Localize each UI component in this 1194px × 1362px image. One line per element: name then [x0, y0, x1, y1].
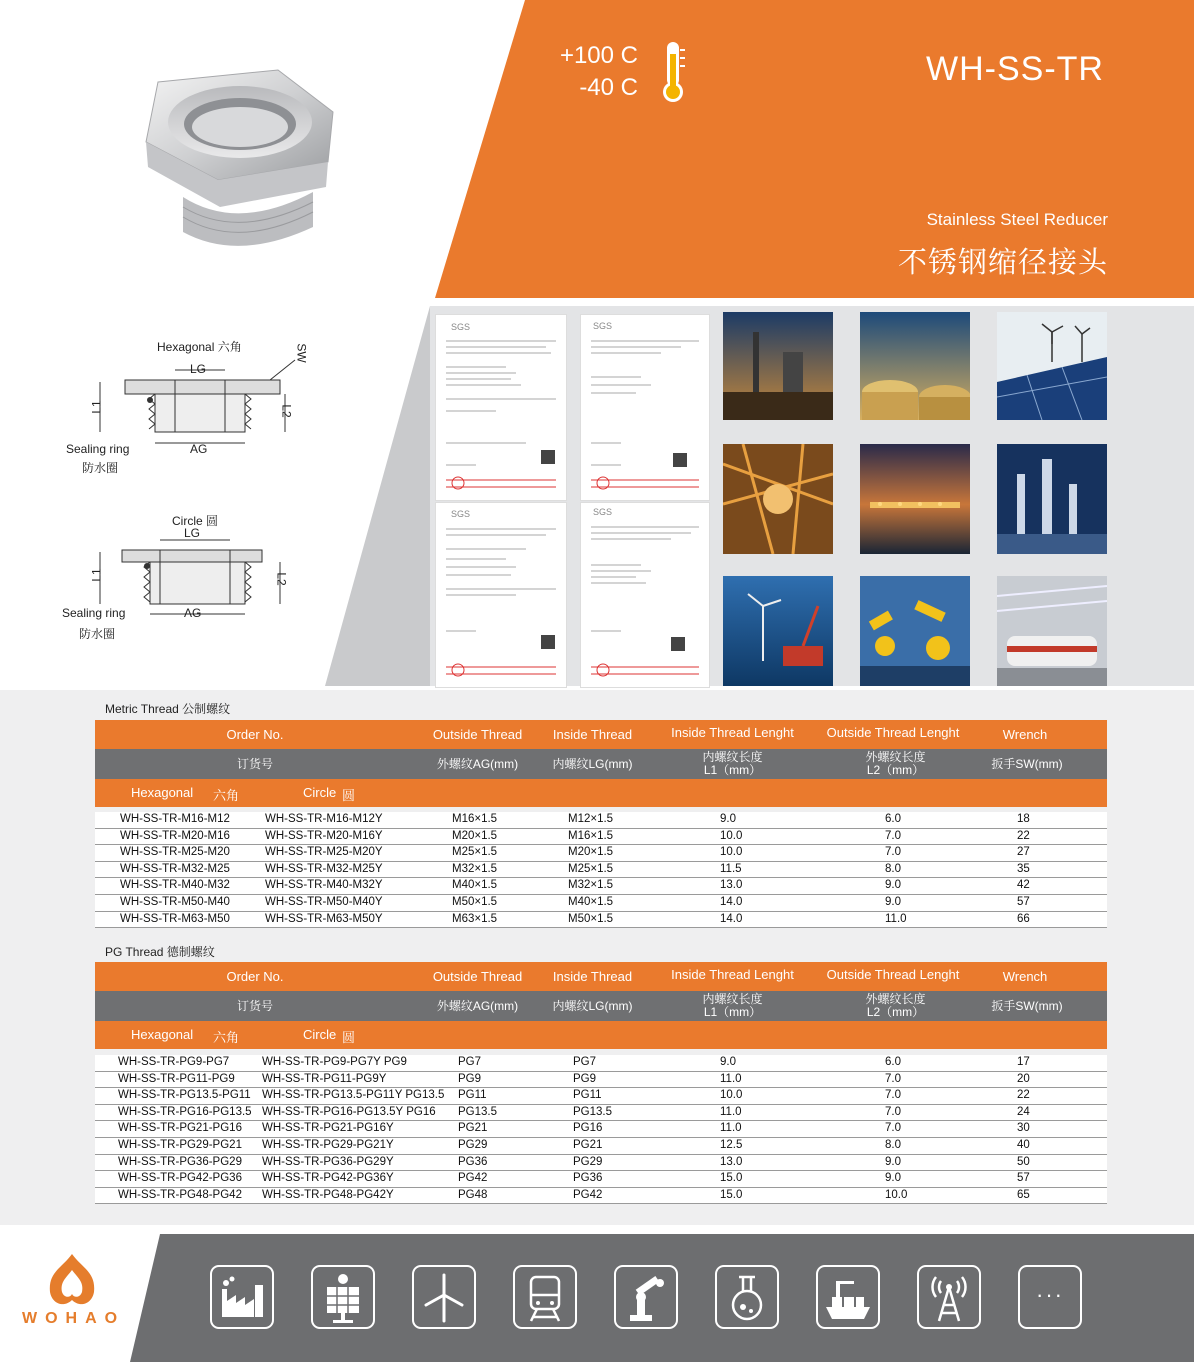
table-cell: PG42: [458, 1172, 488, 1185]
col-wrench-cn: 扳手SW(mm): [991, 999, 1063, 1013]
table-cell: WH-SS-TR-PG48-PG42Y: [262, 1188, 394, 1201]
table-cell: 10.0: [720, 1089, 743, 1102]
table-row: [95, 895, 1107, 912]
table-cell: M16×1.5: [452, 813, 498, 825]
col-inside: Inside Thread: [552, 969, 633, 984]
hexagonal-label: Hexagonal: [131, 785, 194, 800]
table-cell: 15.0: [720, 1172, 743, 1185]
table-cell: WH-SS-TR-M25-M20: [120, 846, 230, 859]
certificate-1: [435, 314, 567, 501]
robot-arm-icon: [614, 1265, 678, 1329]
table-cell: 65: [1017, 1188, 1030, 1201]
circle-l2-label: L2: [274, 572, 289, 586]
col-inside-cn: 内螺纹LG(mm): [552, 757, 633, 771]
wind-turbine-icon: [412, 1265, 476, 1329]
table-cell: WH-SS-TR-M20-M16Y: [265, 829, 383, 842]
hexagonal-label-cn: 六角: [213, 1030, 240, 1045]
table-cell: PG11: [458, 1089, 487, 1102]
table-cell: 13.0: [720, 879, 743, 892]
hexagonal-label: Hexagonal: [131, 1027, 194, 1042]
table-cell: 11.0: [720, 1072, 742, 1085]
col-inside-length-cn: 内螺纹长度 L1（mm）: [702, 992, 763, 1019]
wohao-logo-icon: [40, 1250, 104, 1310]
photo-plant-interior: [723, 444, 833, 554]
factory-icon: [210, 1265, 274, 1329]
col-wrench: Wrench: [1002, 727, 1048, 742]
table-cell: M25×1.5: [452, 846, 498, 859]
table-cell: PG11: [573, 1089, 602, 1102]
table-cell: 7.0: [885, 1122, 901, 1135]
pg-title: PG Thread 德制螺纹: [105, 945, 215, 959]
table-cell: WH-SS-TR-PG9-PG7: [118, 1056, 230, 1068]
table-cell: 11.0: [885, 912, 907, 925]
table-cell: 11.5: [720, 862, 742, 875]
table-row: [95, 862, 1107, 879]
col-order: Order No.: [226, 727, 284, 742]
table-cell: 10.0: [720, 846, 743, 859]
subtitle-en: Stainless Steel Reducer: [926, 210, 1108, 229]
table-cell: 30: [1017, 1122, 1030, 1135]
table-cell: 7.0: [885, 846, 901, 859]
table-cell: PG48: [458, 1188, 488, 1201]
table-cell: WH-SS-TR-M63-M50Y: [265, 912, 383, 925]
signal-tower-icon: [917, 1265, 981, 1329]
col-outside-length: Outside Thread Lenght: [826, 725, 960, 740]
table-cell: PG13.5: [573, 1105, 612, 1118]
table-row: [95, 1188, 1107, 1205]
table-cell: PG7: [573, 1056, 597, 1068]
table-cell: 9.0: [885, 1155, 901, 1168]
col-outside: Outside Thread: [432, 727, 523, 742]
pg-header-row: [95, 962, 1107, 991]
circle-l1-label: L1: [89, 568, 104, 582]
photo-refinery: [723, 312, 833, 420]
hexagonal-label-cn: 六角: [213, 788, 240, 803]
table-cell: 15.0: [720, 1188, 743, 1201]
photo-offshore-wind: [723, 576, 833, 686]
train-icon: [513, 1265, 577, 1329]
ship-icon: [816, 1265, 880, 1329]
pg-header-row-cn: [95, 991, 1107, 1021]
metric-header-row: [95, 720, 1107, 749]
table-cell: WH-SS-TR-PG21-PG16: [118, 1122, 242, 1135]
table-cell: 66: [1017, 912, 1030, 925]
table-row: [95, 1171, 1107, 1188]
circle-diagram-label: Circle 圆: [172, 514, 219, 528]
hex-l2-label: L2: [279, 404, 294, 418]
table-cell: M40×1.5: [452, 879, 498, 892]
pg-type-row: [95, 1021, 1107, 1049]
table-row: [95, 1155, 1107, 1172]
table-cell: 8.0: [885, 862, 901, 875]
col-outside-length: Outside Thread Lenght: [826, 967, 960, 982]
table-row: [95, 878, 1107, 895]
cert-brand: SGS: [451, 509, 471, 519]
col-order: Order No.: [226, 969, 284, 984]
col-order-cn: 订货号: [236, 999, 273, 1013]
table-cell: 42: [1017, 879, 1030, 892]
table-cell: WH-SS-TR-PG16-PG13.5Y PG16: [262, 1105, 436, 1118]
table-cell: 27: [1017, 846, 1030, 859]
table-cell: WH-SS-TR-PG29-PG21: [118, 1138, 242, 1151]
photo-storage-tanks: [860, 312, 970, 420]
table-cell: 17: [1017, 1056, 1030, 1068]
table-cell: 13.0: [720, 1155, 743, 1168]
table-cell: WH-SS-TR-M50-M40: [120, 895, 230, 908]
circle-label: Circle: [303, 1027, 337, 1042]
table-cell: 11.0: [720, 1122, 742, 1135]
col-inside-cn: 内螺纹LG(mm): [552, 999, 633, 1013]
table-cell: WH-SS-TR-PG11-PG9Y: [262, 1072, 387, 1085]
cert-brand: SGS: [593, 321, 613, 331]
table-cell: 7.0: [885, 1072, 901, 1085]
thermometer-icon: [660, 40, 686, 104]
table-cell: 50: [1017, 1155, 1030, 1168]
table-cell: M50×1.5: [452, 895, 498, 908]
table-cell: WH-SS-TR-PG42-PG36Y: [262, 1172, 394, 1185]
table-cell: WH-SS-TR-PG36-PG29: [118, 1155, 242, 1168]
temp-high: +100 C: [559, 42, 638, 69]
table-row: [95, 912, 1107, 929]
col-outside-length-cn: 外螺纹长度 L2（mm）: [865, 750, 926, 777]
table-cell: PG29: [573, 1155, 603, 1168]
col-order-cn: 订货号: [236, 757, 273, 771]
more-icon: ···: [1018, 1265, 1082, 1329]
table-cell: PG7: [458, 1056, 482, 1068]
certificate-3: [435, 502, 567, 688]
circle-sealing-cn: 防水圈: [79, 627, 116, 641]
table-cell: PG21: [458, 1122, 488, 1135]
table-cell: PG13.5: [458, 1105, 497, 1118]
table-cell: 14.0: [720, 895, 743, 908]
hex-sw-label: SW: [294, 343, 309, 363]
circle-sealing-en: Sealing ring: [62, 606, 126, 620]
table-cell: 9.0: [885, 895, 901, 908]
table-cell: 6.0: [885, 813, 901, 825]
circle-label-cn: 圆: [342, 788, 356, 803]
table-cell: M20×1.5: [568, 846, 614, 859]
hex-lg-label: LG: [190, 362, 207, 376]
cert-brand: SGS: [593, 507, 613, 517]
circle-lg-label: LG: [184, 526, 201, 540]
table-cell: 24: [1017, 1105, 1030, 1118]
table-cell: PG21: [573, 1138, 603, 1151]
table-cell: 57: [1017, 895, 1030, 908]
col-outside-cn: 外螺纹AG(mm): [436, 757, 519, 771]
circle-label: Circle: [303, 785, 337, 800]
col-inside-length: Inside Thread Lenght: [671, 967, 794, 982]
wohao-logo-text: WOHAO: [22, 1310, 126, 1327]
metric-table-body: [95, 812, 1107, 928]
certificate-4: [580, 502, 710, 688]
table-row: [95, 1088, 1107, 1105]
table-cell: 14.0: [720, 912, 743, 925]
col-outside-length-cn: 外螺纹长度 L2（mm）: [865, 992, 926, 1019]
table-cell: WH-SS-TR-PG36-PG29Y: [262, 1155, 394, 1168]
photo-solar-wind: [997, 312, 1107, 420]
table-row: [95, 1105, 1107, 1122]
col-wrench-cn: 扳手SW(mm): [991, 757, 1063, 771]
product-photo: [128, 62, 348, 262]
table-cell: WH-SS-TR-PG11-PG9: [118, 1072, 235, 1085]
metric-type-row: [95, 779, 1107, 807]
table-row: [95, 1138, 1107, 1155]
table-row: [95, 812, 1107, 829]
table-cell: M20×1.5: [452, 829, 498, 842]
table-cell: WH-SS-TR-PG29-PG21Y: [262, 1138, 394, 1151]
table-row: [95, 829, 1107, 846]
temp-low: -40 C: [579, 74, 638, 101]
page-title: WH-SS-TR: [926, 50, 1104, 88]
photo-train-factory: [997, 576, 1107, 686]
table-cell: WH-SS-TR-M25-M20Y: [265, 846, 383, 859]
metric-title: Metric Thread 公制螺纹: [105, 702, 231, 716]
table-cell: 9.0: [720, 1056, 736, 1068]
hex-diagram-label: Hexagonal 六角: [157, 340, 242, 354]
col-inside-length: Inside Thread Lenght: [671, 725, 794, 740]
metric-header-row-cn: [95, 749, 1107, 779]
table-cell: 20: [1017, 1072, 1030, 1085]
table-cell: WH-SS-TR-PG16-PG13.5: [118, 1105, 252, 1118]
table-cell: 6.0: [885, 1056, 901, 1068]
table-cell: WH-SS-TR-M16-M12Y: [265, 813, 383, 825]
photo-chemical-plant: [997, 444, 1107, 554]
table-cell: WH-SS-TR-M32-M25: [120, 862, 230, 875]
col-outside: Outside Thread: [432, 969, 523, 984]
cert-brand: SGS: [451, 322, 471, 332]
table-cell: M12×1.5: [568, 813, 614, 825]
col-outside-cn: 外螺纹AG(mm): [436, 999, 519, 1013]
table-cell: M16×1.5: [568, 829, 614, 842]
circle-ag-label: AG: [184, 606, 202, 620]
col-inside-length-cn: 内螺纹长度 L1（mm）: [702, 750, 763, 777]
table-cell: 7.0: [885, 1105, 901, 1118]
table-cell: 35: [1017, 862, 1030, 875]
table-cell: WH-SS-TR-M20-M16: [120, 829, 230, 842]
table-cell: 12.5: [720, 1138, 743, 1151]
table-cell: WH-SS-TR-M40-M32: [120, 879, 230, 892]
table-cell: 18: [1017, 813, 1030, 825]
col-wrench: Wrench: [1002, 969, 1048, 984]
table-cell: M25×1.5: [568, 862, 614, 875]
circle-label-cn: 圆: [342, 1030, 356, 1045]
table-cell: WH-SS-TR-M63-M50: [120, 912, 230, 925]
table-cell: WH-SS-TR-PG9-PG7Y PG9: [262, 1056, 407, 1068]
table-cell: M50×1.5: [568, 912, 614, 925]
photo-harbor-night: [860, 444, 970, 554]
table-cell: WH-SS-TR-PG13.5-PG11: [118, 1089, 251, 1102]
col-inside: Inside Thread: [552, 727, 633, 742]
table-cell: PG29: [458, 1138, 488, 1151]
table-cell: PG36: [573, 1172, 603, 1185]
table-cell: WH-SS-TR-PG21-PG16Y: [262, 1122, 394, 1135]
table-cell: WH-SS-TR-M50-M40Y: [265, 895, 383, 908]
table-cell: M32×1.5: [568, 879, 614, 892]
table-cell: WH-SS-TR-PG42-PG36: [118, 1172, 242, 1185]
table-cell: 9.0: [720, 813, 736, 825]
solar-panel-icon: [311, 1265, 375, 1329]
table-cell: 7.0: [885, 829, 901, 842]
table-cell: PG9: [573, 1072, 597, 1085]
table-cell: 22: [1017, 829, 1030, 842]
table-cell: 11.0: [720, 1105, 742, 1118]
pg-table-body: [95, 1055, 1107, 1204]
table-cell: PG9: [458, 1072, 482, 1085]
table-cell: 7.0: [885, 1089, 901, 1102]
table-cell: WH-SS-TR-PG48-PG42: [118, 1188, 242, 1201]
table-cell: PG36: [458, 1155, 488, 1168]
table-cell: WH-SS-TR-PG13.5-PG11Y PG13.5: [262, 1089, 445, 1102]
hex-l1-label: L1: [89, 400, 104, 414]
table-row: [95, 1072, 1107, 1089]
table-cell: WH-SS-TR-M16-M12: [120, 813, 230, 825]
hex-ag-label: AG: [190, 442, 208, 456]
table-cell: M32×1.5: [452, 862, 498, 875]
photo-robot-line: [860, 576, 970, 686]
table-cell: M63×1.5: [452, 912, 498, 925]
table-cell: 9.0: [885, 1172, 901, 1185]
table-cell: WH-SS-TR-M40-M32Y: [265, 879, 383, 892]
table-cell: 8.0: [885, 1138, 901, 1151]
table-cell: M40×1.5: [568, 895, 614, 908]
table-row: [95, 1121, 1107, 1138]
table-cell: 9.0: [885, 879, 901, 892]
table-cell: PG42: [573, 1188, 603, 1201]
table-row: [95, 845, 1107, 862]
table-cell: PG16: [573, 1122, 603, 1135]
table-cell: 40: [1017, 1138, 1030, 1151]
table-cell: WH-SS-TR-M32-M25Y: [265, 862, 383, 875]
footer-band: [0, 1234, 1194, 1362]
table-cell: 22: [1017, 1089, 1030, 1102]
table-row: [95, 1055, 1107, 1072]
table-cell: 57: [1017, 1172, 1030, 1185]
table-cell: 10.0: [720, 829, 743, 842]
table-cell: 10.0: [885, 1188, 908, 1201]
subtitle-cn: 不锈钢缩径接头: [897, 247, 1108, 279]
hex-sealing-cn: 防水圈: [82, 461, 119, 475]
certificate-2: [580, 314, 710, 501]
hex-sealing-en: Sealing ring: [66, 442, 130, 456]
chemistry-flask-icon: [715, 1265, 779, 1329]
